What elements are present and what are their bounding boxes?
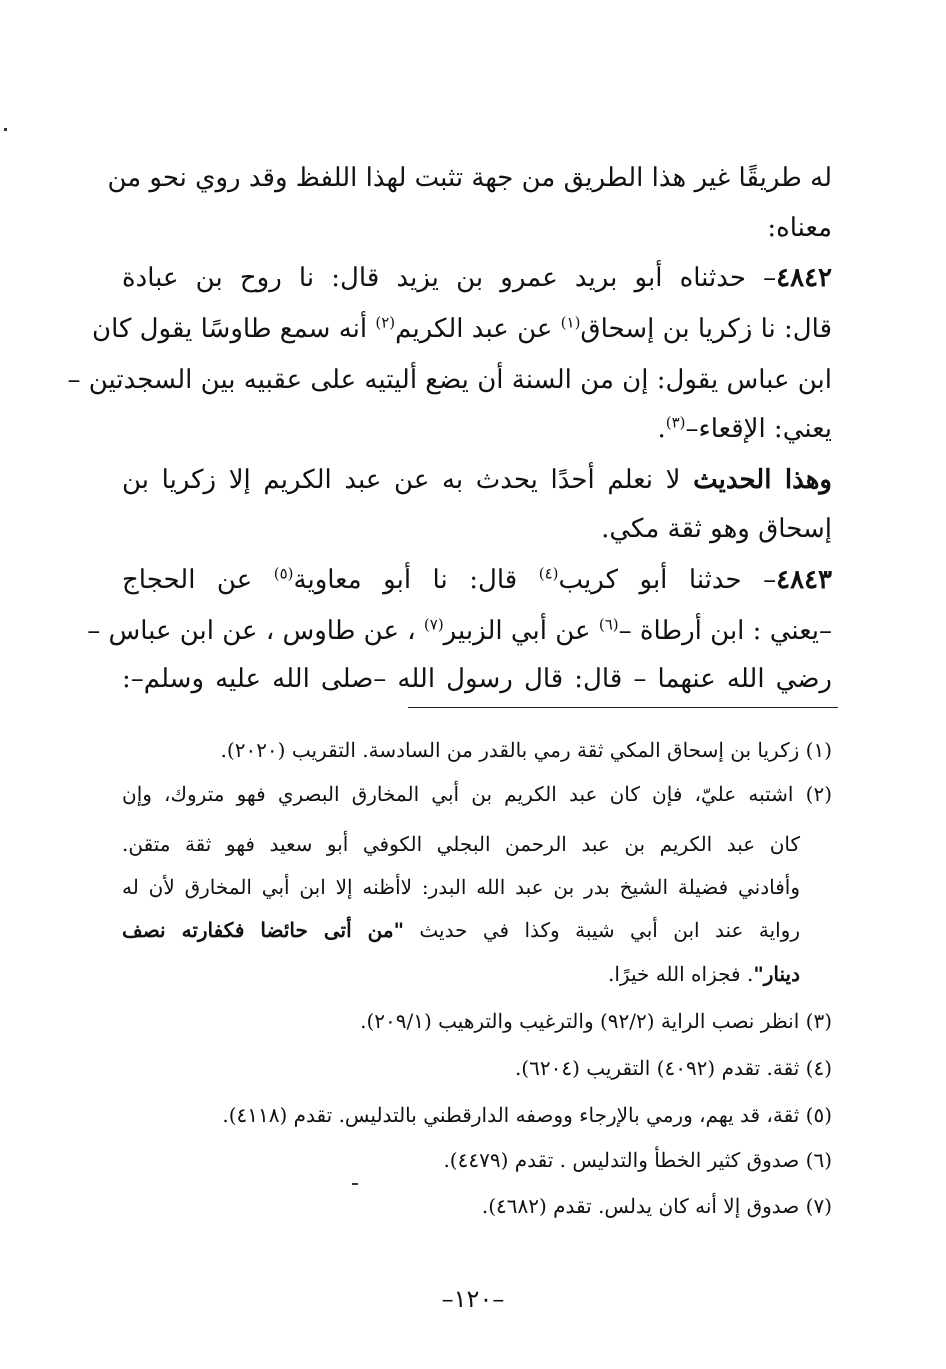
footnote-ref: (١) xyxy=(560,313,581,332)
footnote-ref: (٥) xyxy=(273,564,294,583)
hadith-4842-line-4: يعني: الإقعاء–$^{(٣)}$. xyxy=(657,413,832,444)
footnote-1: (١) زكريا بن إسحاق المكي ثقة رمي بالقدر من السادسة. التقريب (٢٠٢٠). xyxy=(220,738,832,762)
footnote-ref: (٢) xyxy=(375,313,396,332)
page-number: –١٢٠– xyxy=(441,1285,505,1313)
footnote-2-line-5: دينار". فجزاه الله خيرًا. xyxy=(608,962,800,986)
footnote-2-line-2: كان عبد الكريم بن عبد الرحمن البجلي الكوفي أبو سعيد فهو ثقة متقن. xyxy=(122,832,800,856)
footnote-ref: (٣) xyxy=(665,413,686,432)
scan-speck xyxy=(352,1183,358,1185)
footnote-6: (٦) صدوق كثير الخطأ والتدليس . تقدم (٤٤٧٩). xyxy=(443,1148,832,1172)
footnote-ref: (٤) xyxy=(538,564,559,583)
hadith-4843-line-2: –يعني : ابن أرطاة –$^{(٦)}$ عن أبي الزبير$^{(٧)}$ ، عن طاوس ، عن ابن عباس – xyxy=(87,615,832,646)
hadith-4842-line-1: ٤٨٤٢– حدثناه أبو بريد عمرو بن يزيد قال: نا روح بن عبادة xyxy=(122,263,832,293)
footnote-7: (٧) صدوق إلا أنه كان يدلس. تقدم (٤٦٨٢). xyxy=(481,1194,832,1218)
text-line-2: معناه: xyxy=(767,213,832,243)
footnote-2-line-3: وأفادني فضيلة الشيخ بدر بن عبد الله البدر: لاأظنه إلا ابن أبي المخارق لأن له xyxy=(122,875,800,899)
hadith-4842-line-3: ابن عباس يقول: إن من السنة أن يضع أليتيه على عقبيه بين السجدتين – xyxy=(67,365,832,395)
footnote-2-line-4: رواية عند ابن أبي شيبة وكذا في حديث "من أتى حائضا فكفارته نصف xyxy=(122,918,801,942)
hadith-number: ٤٨٤٢ xyxy=(776,263,832,293)
footnote-3: (٣) انظر نصب الراية (٩٢/٢) والترغيب والترهيب (٢٠٩/١). xyxy=(360,1009,832,1033)
hadith-4842-line-2: قال: نا زكريا بن إسحاق$^{(١)}$ عن عبد الكريم$^{(٢)}$ أنه سمع طاوسًا يقول كان xyxy=(92,313,832,344)
comment-line-2: إسحاق وهو ثقة مكي. xyxy=(601,514,832,544)
hadith-number: ٤٨٤٣ xyxy=(776,565,832,595)
footnote-separator xyxy=(408,707,838,708)
text-line-1: له طريقًا غير هذا الطريق من جهة تثبت لهذا اللفظ وقد روي نحو من xyxy=(107,163,832,193)
footnote-ref: (٧) xyxy=(423,615,444,634)
hadith-4843-line-1: ٤٨٤٣– حدثنا أبو كريب$^{(٤)}$ قال: نا أبو معاوية$^{(٥)}$ عن الحجاج xyxy=(122,564,832,595)
hadith-4843-line-3: رضي الله عنهما – قال: قال رسول الله –صلى الله عليه وسلم–: xyxy=(122,664,832,694)
footnote-5: (٥) ثقة، قد يهم، ورمي بالإرجاء ووصفه الدارقطني بالتدليس. تقدم (٤١١٨). xyxy=(222,1103,832,1127)
footnote-2-line-1: (٢) اشتبه عليّ، فإن كان عبد الكريم بن أبي المخارق البصري فهو متروك، وإن xyxy=(122,782,832,806)
footnote-ref: (٦) xyxy=(598,615,619,634)
scan-speck xyxy=(4,128,7,131)
footnote-4: (٤) ثقة. تقدم (٤٠٩٢) التقريب (٦٢٠٤). xyxy=(514,1056,832,1080)
comment-line-1: وهذا الحديث لا نعلم أحدًا يحدث به عن عبد الكريم إلا زكريا بن xyxy=(122,465,832,495)
